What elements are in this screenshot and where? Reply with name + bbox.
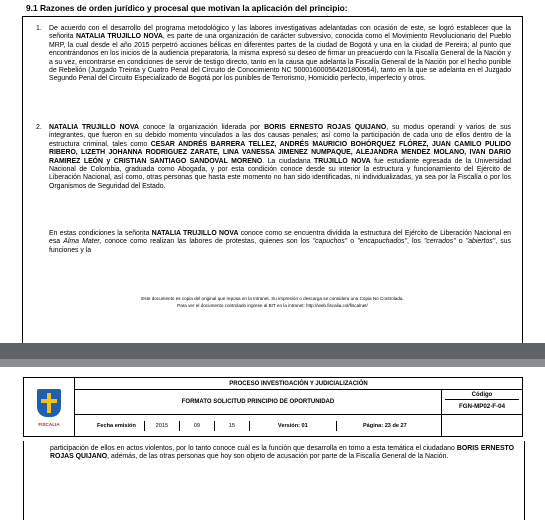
page-border-right (522, 16, 523, 343)
page-2-body (23, 441, 525, 520)
fecha-year: 2015 (144, 421, 179, 431)
logo-cell (24, 378, 75, 437)
form-title: FORMATO SOLICITUD PRINCIPIO DE OPORTUNIDAD (75, 390, 442, 415)
codigo-value: FGN-MP02-F-04 (458, 402, 506, 410)
page-footer (60, 296, 485, 309)
paragraph-1: De acuerdo con el desarrollo del programa metodológico y las labores investigativas adelantadas con ocasión de este, se logró establecer que la señorita NATALIA TRUJILLO NOVA, es parte de una organización de carácter subversivo, conocida como el Movimiento Revolucionario del Pueblo MRP, la cual desde el año 2015 perpetró acciones bélicas en diferentes partes de la ciudad de Bogotá y una en la ciudad de Pereira; al punto que encontrándonos en los inicios de la audiencia preparatoria, la misma expresó su deseo de firmar un preacuerdo con la Fiscalía General de la Nación y a su vez, encontrarse en condiciones de servir de testigo directo, tanto en la causa que adelanta la Fiscalía General de la Nación por el hecho punible de Rebelión (Juzgado Treinta y Cuatro Penal del Circuito de Conocimiento NC 500016000564201800954), tanto en la que se adelanta en el Juzgado Segundo Penal del Circuito Especializado de Bogotá por los punibles de Terrorismo, Homicidio perfecto, imperfecto y otros. (49, 25, 511, 83)
form-header (23, 377, 523, 437)
page-separator (0, 343, 545, 367)
process-title: PROCESO INVESTIGACIÓN Y JUDICIALIZACIÓN (75, 378, 523, 390)
item-number-2: 2. (36, 124, 42, 131)
fiscalia-logo-icon (32, 387, 66, 427)
section-rule (22, 16, 523, 17)
version: Versión: 01 (249, 421, 336, 431)
section-title: 9.1 Razones de orden jurídico y procesal que motivan la aplicación del principio: (26, 3, 348, 13)
page-border-left (22, 16, 23, 343)
meta-row (75, 415, 442, 437)
fecha-month: 09 (179, 421, 214, 431)
item-number-1: 1. (36, 25, 42, 32)
codigo-cell (442, 390, 523, 415)
fecha-label: Fecha emisión (97, 422, 136, 429)
logo-text: FISCALIA (32, 422, 66, 427)
footer-line-2: Para ver el documento controlado ingrese al BIT en la intranet: http://web.fiscalia.col/fiscalnet/ (177, 302, 368, 308)
fecha-day: 15 (214, 421, 249, 431)
paragraph-page-2: participación de ellos en actos violentos, por lo tanto conoce cuál es la función que desarrolla en torno a esta temática el ciudadano BORIS ERNESTO ROJAS QUIJANO, además, de las otras personas que hoy son objeto de acusación por parte de la Fiscalía General de la Nación. (50, 445, 514, 461)
paragraph-continuation: En estas condiciones la señorita NATALIA TRUJILLO NOVA conoce como se encuentra dividida la estructura del Ejército de Liberación Nacional en esa Alma Mater, conoce como realizan las labores de protestas, quienes son los "capuchos" o "encapuchados", los "cerrados" o "abiertos", sus funciones y la (49, 230, 511, 254)
page-number: Página: 23 de 27 (336, 421, 433, 431)
codigo-label: Código (445, 391, 519, 400)
document-page-2 (0, 367, 545, 520)
paragraph-2: NATALIA TRUJILLO NOVA conoce la organización liderada por BORIS ERNESTO ROJAS QUIJANO, su modus operandi y varios de sus integrantes, que fueron en su debido momento vinculados a las dos causas penales; así como la participación de cada uno de ellos dentro de la estructura criminal, tales como CESAR ANDRÉS BARRERA TELLEZ, ANDRÉS MAURICIO BOHÓRQUEZ FLÓREZ, JUAN CAMILO PULIDO RIBERO, LIZETH JOHANNA RODRIGUEZ ZARATE, LINA VANESSA JIMENEZ NUMPAQUE, ALEJANDRA MENDEZ MOLANO, IVAN DARIO RAMIREZ LEÓN y CRISTIAN SANTIAGO SANDOVAL MORENO. La ciudadana TRUJILLO NOVA fue estudiante egresada de la Universidad Nacional de Colombia, graduada como Abogada, y por esta condición conoce desde su interior la estructura y funcionamiento del Ejército de Liberación Nacional, así como, otras personas que hasta este momento no han sido identificadas, ni individualizadas, ya sea por la Fiscalía o por los Organismos de Seguridad del Estado. (49, 124, 512, 190)
footer-line-1: Este documento es copia del original que reposa en la Intranet. Su impresión o descarga se considera una Copia No Controlada. (141, 296, 404, 301)
